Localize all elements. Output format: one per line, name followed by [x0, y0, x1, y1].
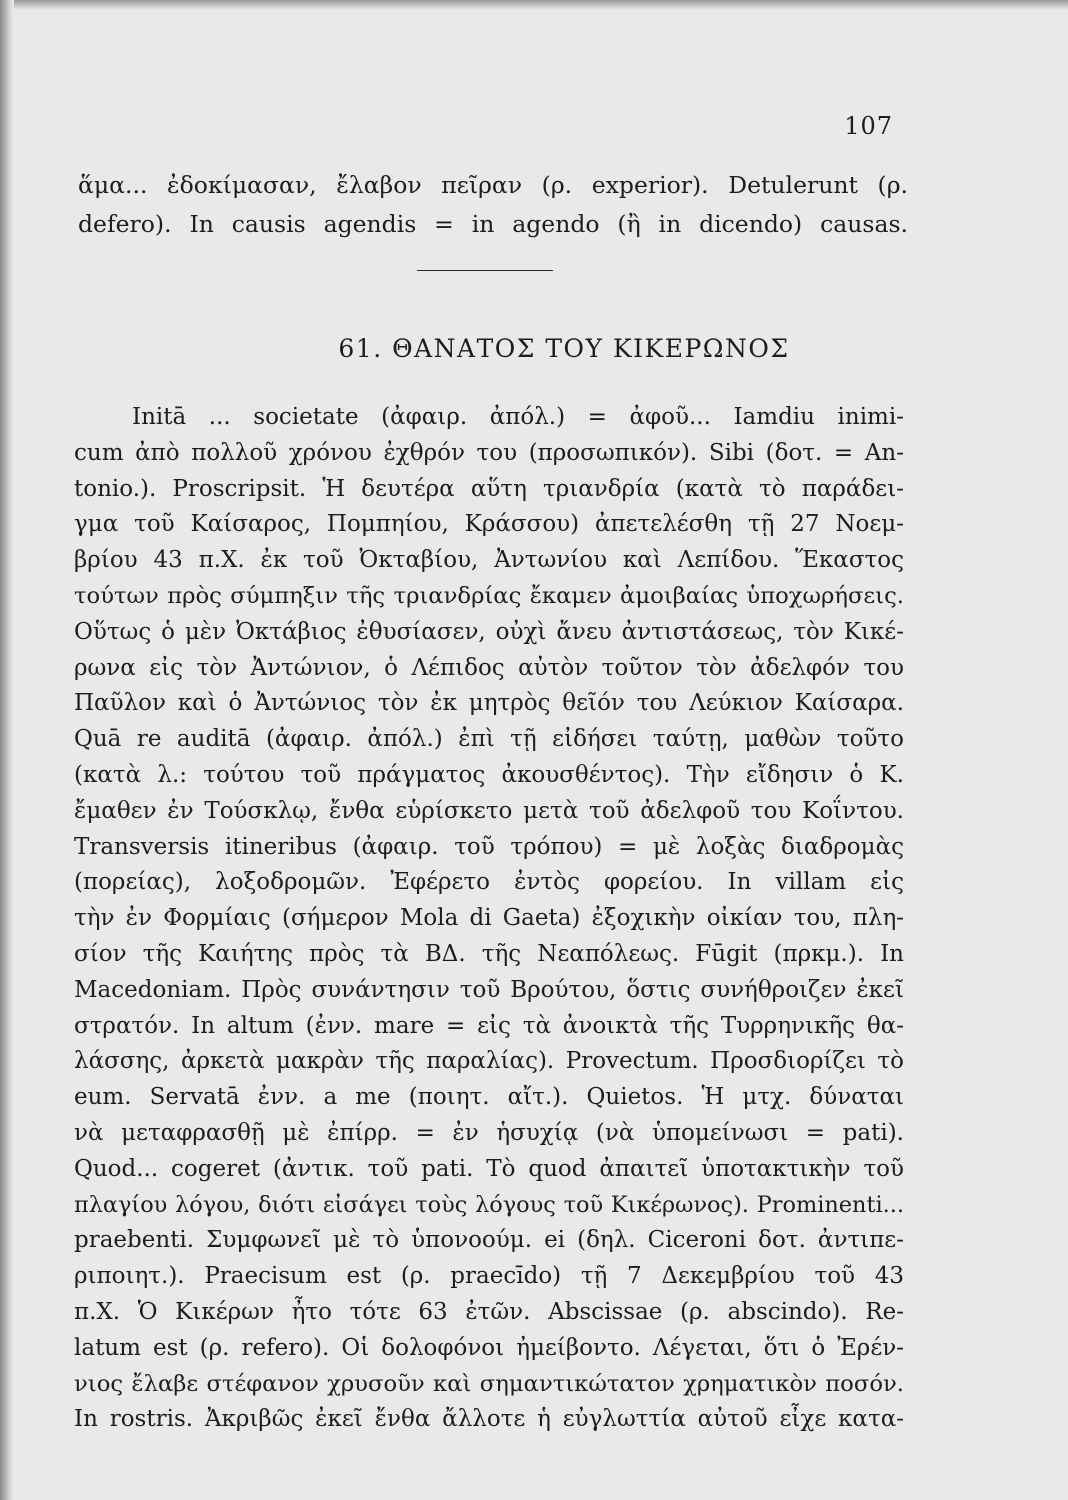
text-line: π.Χ. Ὁ Κικέρων ἦτο τότε 63 ἐτῶν. Abscissae (ρ. abscindo). Re-	[74, 1298, 904, 1325]
text-line: στρατόν. In altum (ἐνν. mare = εἰς τὰ ἀνοικτὰ τῆς Τυρρηνικῆς θα-	[74, 1012, 904, 1039]
text-line: νιος ἔλαβε στέφανον χρυσοῦν καὶ σημαντικώτατον χρηματικὸν ποσόν.	[74, 1370, 904, 1397]
text-line: defero). In causis agendis = in agendo (ἢ in dicendo) causas.	[78, 210, 908, 238]
scan-shadow-left	[0, 0, 14, 1500]
text-line: (κατὰ λ.: τούτου τοῦ πράγματος ἀκουσθέντος). Τὴν εἴδησιν ὁ Κ.	[74, 761, 904, 788]
text-line: Quā re auditā (ἀφαιρ. ἀπόλ.) ἐπὶ τῇ εἰδήσει ταύτῃ, μαθὼν τοῦτο	[74, 726, 904, 753]
text-line: cum ἀπὸ πολλοῦ χρόνου ἐχθρόν του (προσωπικόν). Sibi (δοτ. = An-	[74, 439, 904, 466]
text-line: tonio.). Proscripsit. Ἡ δευτέρα αὕτη τριανδρία (κατὰ τὸ παράδει-	[74, 475, 904, 502]
text-line: σίον τῆς Καιήτης πρὸς τὰ ΒΔ. τῆς Νεαπόλεως. Fūgit (πρκμ.). In	[74, 940, 904, 967]
text-line: Οὕτως ὁ μὲν Ὀκτάβιος ἐθυσίασεν, οὐχὶ ἄνευ ἀντιστάσεως, τὸν Κικέ-	[74, 618, 904, 645]
text-line: praebenti. Συμφωνεῖ μὲ τὸ ὑπονοούμ. ei (δηλ. Ciceroni δοτ. ἀντιπε-	[74, 1227, 904, 1254]
text-line: Initā ... societate (ἀφαιρ. ἀπόλ.) = ἀφοῦ... Iamdiu inimi-	[132, 404, 904, 430]
text-line: ριποιητ.). Praecisum est (ρ. praecīdo) τῇ 7 Δεκεμβρίου τοῦ 43	[74, 1263, 904, 1290]
text-line: (πορείας), λοξοδρομῶν. Ἐφέρετο ἐντὸς φορείου. In villam εἰς	[74, 869, 904, 896]
page-number: 107	[844, 112, 893, 140]
scan-shadow-top	[0, 0, 1068, 10]
text-line: Παῦλον καὶ ὁ Ἀντώνιος τὸν ἐκ μητρὸς θεῖόν του Λεύκιον Καίσαρα.	[74, 690, 904, 717]
section-body	[74, 400, 904, 1438]
text-line: πλαγίου λόγου, διότι εἰσάγει τοὺς λόγους τοῦ Κικέρωνος). Prominenti...	[74, 1191, 904, 1218]
text-line: In rostris. Ἀκριβῶς ἐκεῖ ἔνθα ἄλλοτε ἡ εὐγλωττία αὐτοῦ εἶχε κατα-	[74, 1406, 904, 1433]
text-line: ἔμαθεν ἐν Τούσκλῳ, ἔνθα εὑρίσκετο μετὰ τοῦ ἀδελφοῦ του Κοΐντου.	[74, 797, 904, 824]
text-line: τὴν ἐν Φορμίαις (σήμερον Mola di Gaeta) ἐξοχικὴν οἰκίαν του, πλη-	[74, 905, 904, 932]
text-line: latum est (ρ. refero). Οἱ δολοφόνοι ἠμείβοντο. Λέγεται, ὅτι ὁ Ἐρέν-	[74, 1334, 904, 1361]
text-line: ρωνα εἰς τὸν Ἀντώνιον, ὁ Λέπιδος αὐτὸν τοῦτον τὸν ἀδελφόν του	[74, 654, 904, 681]
section-title: 61. ΘΑΝΑΤΟΣ ΤΟΥ ΚΙΚΕΡΩΝΟΣ	[338, 334, 790, 363]
text-line: Transversis itineribus (ἀφαιρ. τοῦ τρόπου) = μὲ λοξὰς διαδρομὰς	[74, 833, 904, 860]
text-line: γμα τοῦ Καίσαρος, Πομπηίου, Κράσσου) ἀπετελέσθη τῇ 27 Νοεμ-	[74, 511, 904, 538]
text-line: τούτων πρὸς σύμπηξιν τῆς τριανδρίας ἔκαμεν ἀμοιβαίας ὑποχωρήσεις.	[74, 582, 904, 609]
text-line: ἅμα... ἐδοκίμασαν, ἔλαβον πεῖραν (ρ. experior). Detulerunt (ρ.	[78, 171, 908, 199]
text-line: λάσσης, ἀρκετὰ μακρὰν τῆς παραλίας). Provectum. Προσδιορίζει τὸ	[74, 1048, 904, 1075]
previous-section-end	[78, 166, 908, 244]
text-line: Macedoniam. Πρὸς συνάντησιν τοῦ Βρούτου, ὅστις συνήθροιζεν ἐκεῖ	[74, 976, 904, 1003]
text-line: νὰ μεταφρασθῇ μὲ ἐπίρρ. = ἐν ἡσυχίᾳ (νὰ ὑπομείνωσι = pati).	[74, 1119, 904, 1146]
text-line: βρίου 43 π.Χ. ἐκ τοῦ Ὀκταβίου, Ἀντωνίου καὶ Λεπίδου. Ἕκαστος	[74, 547, 904, 574]
section-divider	[417, 270, 553, 271]
text-line: Quod... cogeret (ἀντικ. τοῦ pati. Τὸ quod ἀπαιτεῖ ὑποτακτικὴν τοῦ	[74, 1155, 904, 1182]
text-line: eum. Servatā ἐνν. a me (ποιητ. αἴτ.). Quietos. Ἡ μτχ. δύναται	[74, 1084, 904, 1111]
